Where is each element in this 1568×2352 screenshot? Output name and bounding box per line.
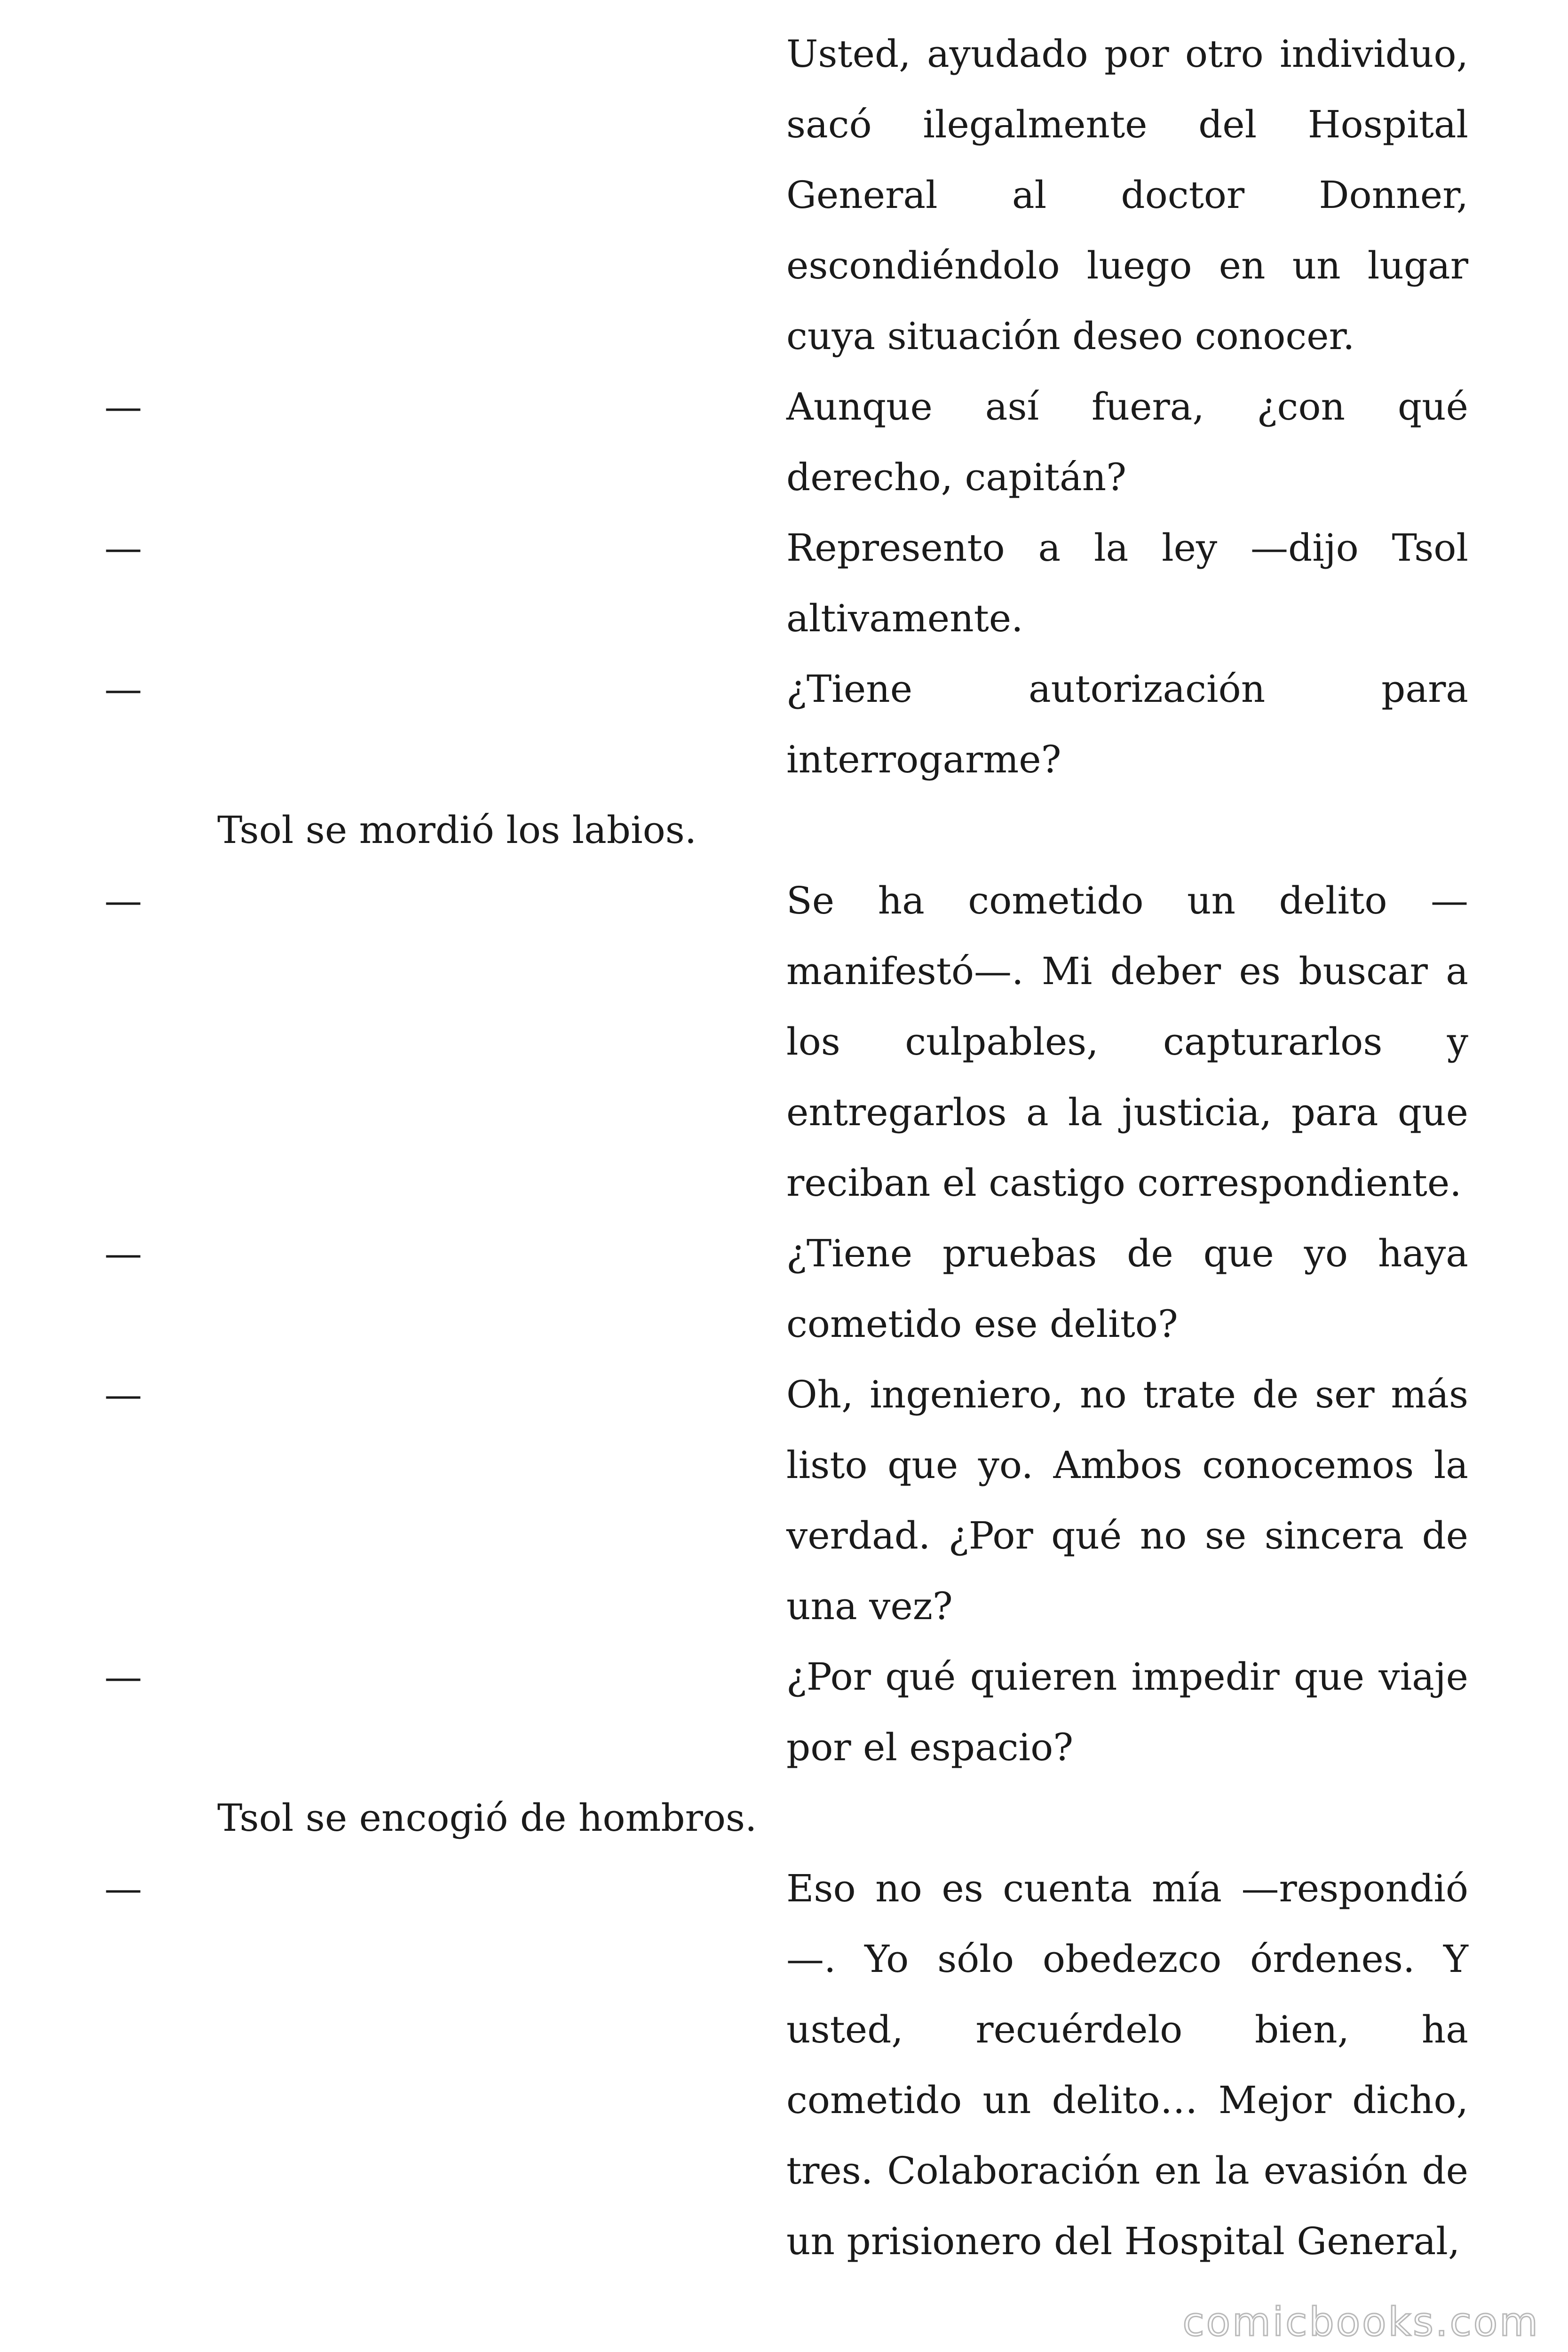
dialogue-dash: —	[104, 1373, 142, 1416]
dialogue-dash: —	[104, 1232, 142, 1275]
dialogue-text: ¿Tiene autorización para interrogarme?	[786, 667, 1468, 781]
dialogue-dash: —	[104, 385, 142, 429]
dialogue-text: Se ha cometido un delito —manifestó—. Mi deber es buscar a los culpables, capturarlos y entregarlos a la justicia, para que reciban el castigo correspondiente.	[786, 879, 1468, 1205]
narration-text: Tsol se encogió de hombros.	[217, 1796, 757, 1840]
dialogue-text: Oh, ingeniero, no trate de ser más listo que yo. Ambos conocemos la verdad. ¿Por qué no se sincera de una vez?	[786, 1373, 1468, 1628]
dialogue-dash: —	[104, 667, 142, 711]
paragraph-text: Usted, ayudado por otro individuo, sacó ilegalmente del Hospital General al doctor Donner, escondiéndolo luego en un lugar cuya situación deseo conocer.	[786, 32, 1468, 358]
dialogue-text: Represento a la ley —dijo Tsol altivamente.	[786, 526, 1468, 640]
dialogue-dash: —	[104, 1655, 142, 1699]
dialogue-text: Aunque así fuera, ¿con qué derecho, capitán?	[786, 385, 1468, 499]
narration-text: Tsol se mordió los labios.	[217, 808, 697, 852]
dialogue-dash: —	[104, 1867, 142, 1910]
watermark-logo: comicbooks.com	[1182, 2299, 1540, 2345]
dialogue-text: ¿Tiene pruebas de que yo haya cometido ese delito?	[786, 1232, 1468, 1346]
dialogue-dash: —	[104, 879, 142, 922]
dialogue-text: Eso no es cuenta mía —respondió—. Yo sólo obedezco órdenes. Y usted, recuérdelo bien, ha cometido un delito… Mejor dicho, tres. Colaboración en la evasión de un prisionero del Hospital General,	[786, 1867, 1468, 2263]
dialogue-text: ¿Por qué quieren impedir que viaje por el espacio?	[786, 1655, 1468, 1769]
dialogue-dash: —	[104, 526, 142, 570]
